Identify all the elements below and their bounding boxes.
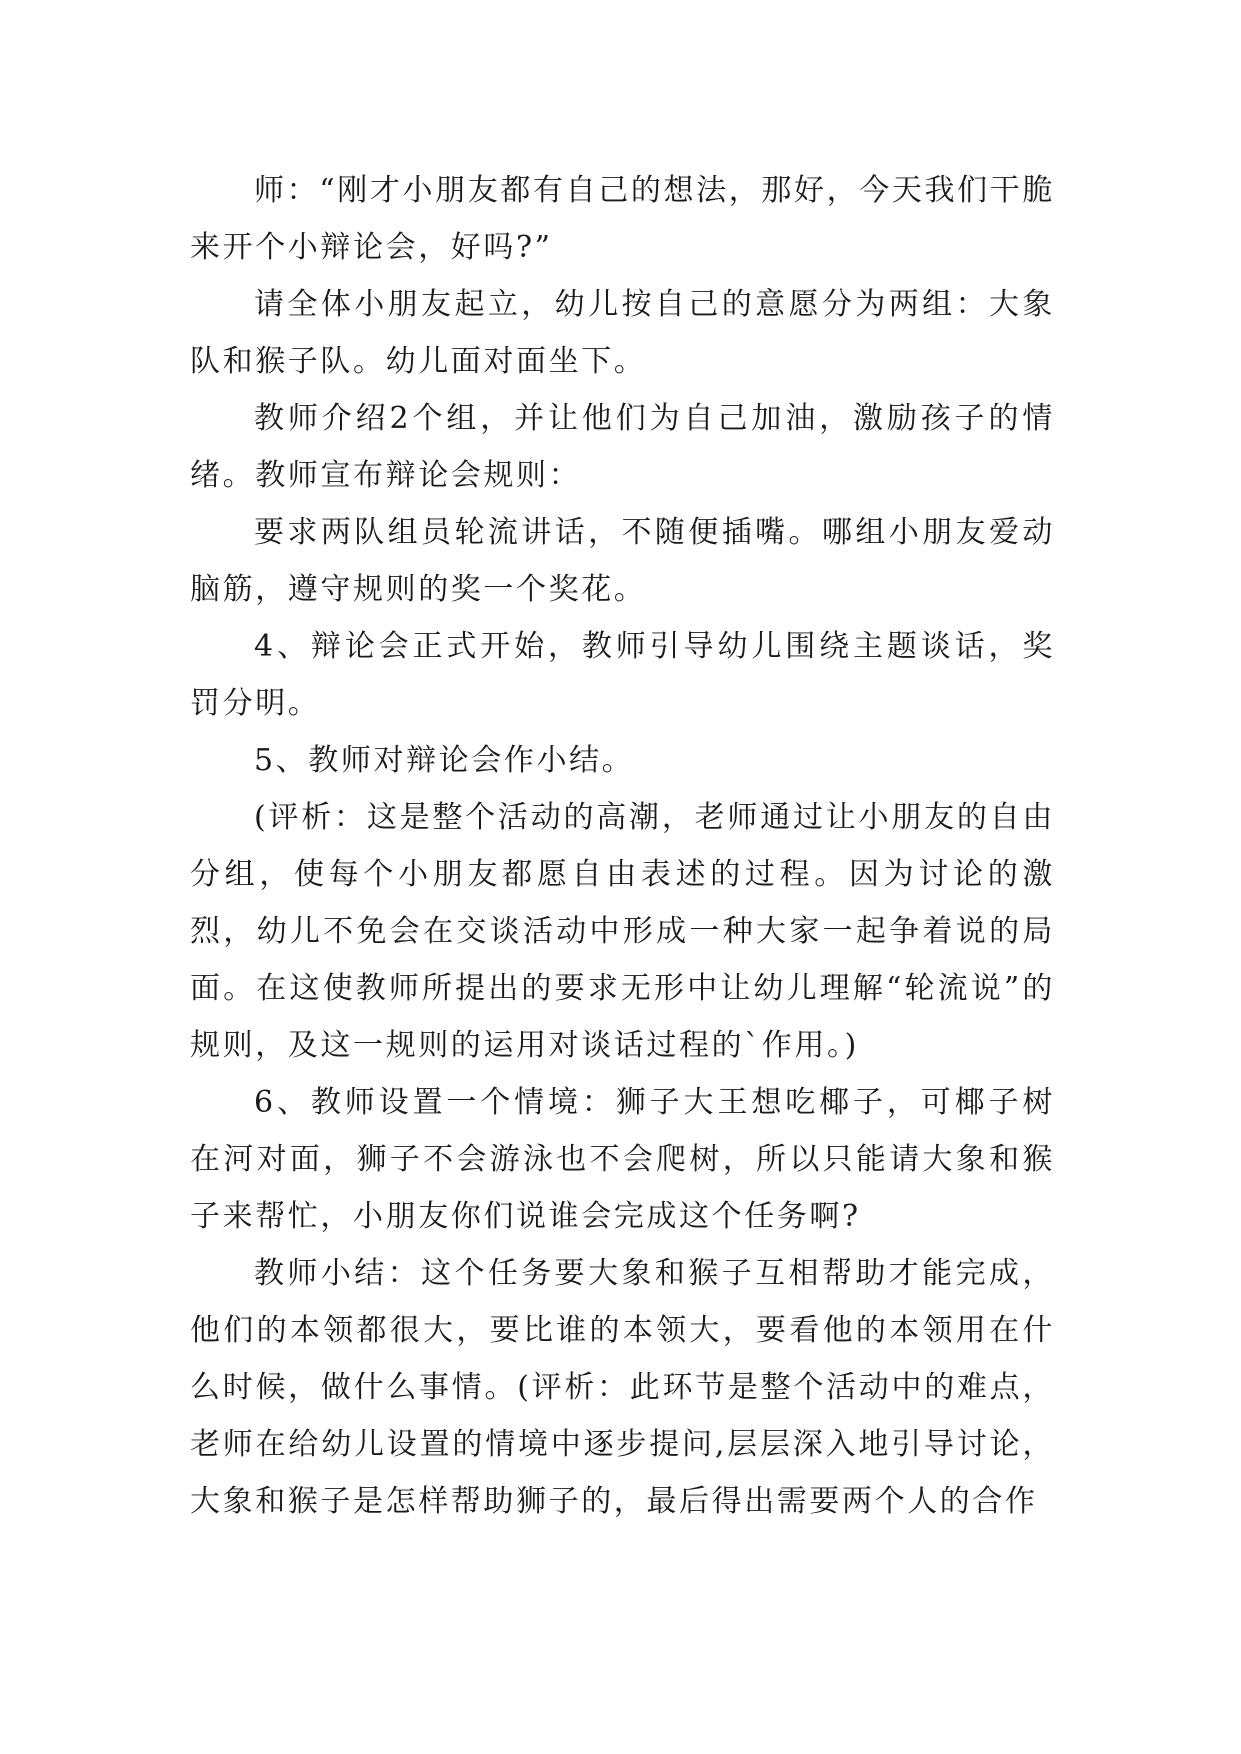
paragraph-step-4: 4、辩论会正式开始，教师引导幼儿围绕主题谈话，奖罚分明。 <box>190 629 1055 721</box>
paragraph-teacher-summary: 教师小结：这个任务要大象和猴子互相帮助才能完成，他们的本领都很大，要比谁的本领大，要看他的本领用在什么时候，做什么事情。(评析：此环节是整个活动中的难点，老师在给幼儿设置的情境中逐步提问,层层深入地引导讨论，大象和猴子是怎样帮助狮子的，最后得出需要两个人的合作 <box>190 1256 1055 1519</box>
paragraph-children-form-teams: 请全体小朋友起立，幼儿按自己的意愿分为两组：大象队和猴子队。幼儿面对面坐下。 <box>190 287 1055 379</box>
paragraph-step-6: 6、教师设置一个情境：狮子大王想吃椰子，可椰子树在河对面，狮子不会游泳也不会爬树，所以只能请大象和猴子来帮忙，小朋友你们说谁会完成这个任务啊? <box>190 1085 1055 1234</box>
paragraph-teacher-proposes-debate: 师：“刚才小朋友都有自己的想法，那好，今天我们干脆来开个小辩论会，好吗?” <box>190 173 1055 265</box>
paragraph-step-5: 5、教师对辩论会作小结。 <box>254 743 635 778</box>
paragraph-analysis-1: (评析：这是整个活动的高潮，老师通过让小朋友的自由分组，使每个小朋友都愿自由表述的过程。因为讨论的激烈，幼儿不免会在交谈活动中形成一种大家一起争着说的局面。在这使教师所提出的要求无形中让幼儿理解“轮流说”的规则，及这一规则的运用对谈话过程的`作用。) <box>190 800 1055 1063</box>
paragraph-debate-rules: 要求两队组员轮流讲话，不随便插嘴。哪组小朋友爱动脑筋，遵守规则的奖一个奖花。 <box>190 515 1055 607</box>
paragraph-teacher-introduces-groups: 教师介绍2个组，并让他们为自己加油，激励孩子的情绪。教师宣布辩论会规则： <box>190 401 1055 493</box>
document-page <box>190 162 1055 1530</box>
